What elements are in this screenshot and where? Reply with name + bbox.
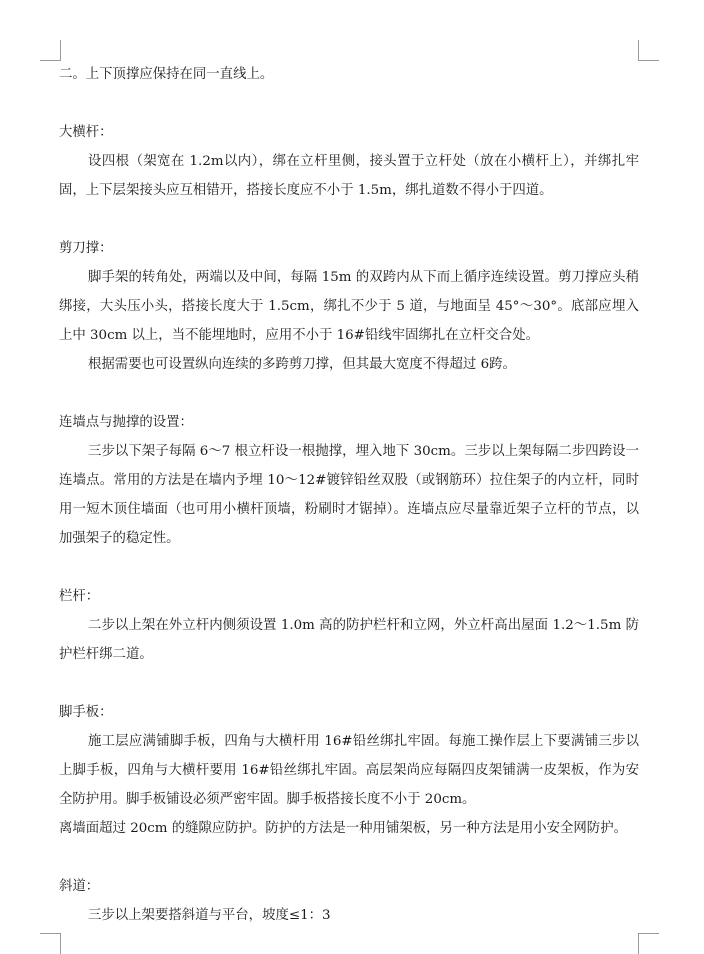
section-heading-wall-ties: 连墙点与抛撑的设置：: [59, 415, 193, 430]
crop-mark-bottom-right: [638, 933, 659, 954]
document-body[interactable]: [59, 60, 639, 930]
paragraph: 根据需要也可设置纵向连续的多跨剪刀撑，但其最大宽度不得超过 6跨。: [88, 357, 516, 372]
section-heading-horizontal-bar: 大横杆：: [59, 125, 113, 140]
paragraph: 施工层应满铺脚手板，四角与大横杆用 16#铅丝绑扎牢固。每施工操作层上下要满铺三步以上脚手板，四角与大横杆要用 16#铅丝绑扎牢固。高层架尚应每隔四皮架铺满一皮架板，作为安全防护用。脚手板铺设必须严密牢固。脚手板搭接长度不小于 20cm。: [59, 734, 639, 807]
intro-line: 二。上下顶撑应保持在同一直线上。: [59, 67, 274, 82]
paragraph: 脚手架的转角处，两端以及中间，每隔 15m 的双跨内从下而上循序连续设置。剪刀撑应头稍绑接，大头压小头，搭接长度大于 1.5cm，绑扎不少于 5 道，与地面呈 45°～30°。底部应埋入上中 30cm 以上，当不能埋地时，应用不小于 16#铅线牢固绑扎在立杆交合处。: [59, 270, 639, 343]
crop-mark-bottom-left: [40, 933, 61, 954]
section-heading-railing: 栏杆：: [59, 589, 100, 604]
paragraph: 离墙面超过 20cm 的缝隙应防护。防护的方法是一种用铺架板，另一种方法是用小安全网防护。: [59, 821, 627, 836]
section-heading-ramp: 斜道：: [59, 879, 100, 894]
paragraph: 三步以上架要搭斜道与平台，坡度≤1：3: [88, 908, 331, 923]
section-heading-cross-brace: 剪刀撑：: [59, 241, 113, 256]
paragraph: 设四根（架宽在 1.2m以内），绑在立杆里侧，接头置于立杆处（放在小横杆上），并绑扎牢固，上下层架接头应互相错开，搭接长度应不小于 1.5m，绑扎道数不得小于四道。: [59, 154, 639, 198]
crop-mark-top-right: [638, 40, 659, 61]
paragraph: 二步以上架在外立杆内侧须设置 1.0m 高的防护栏杆和立网，外立杆高出屋面 1.2～1.5m 防护栏杆绑二道。: [59, 618, 639, 662]
paragraph: 三步以下架子每隔 6～7 根立杆设一根抛撑，埋入地下 30cm。三步以上架每隔二步四跨设一连墙点。常用的方法是在墙内予埋 10～12#镀锌铅丝双股（或钢筋环）拉住架子的内立杆，同时用一短木顶住墙面（也可用小横杆顶墙，粉刷时才锯掉）。连墙点应尽量靠近架子立杆的节点，以加强架子的稳定性。: [59, 444, 639, 546]
crop-mark-top-left: [40, 40, 61, 61]
section-heading-scaffold-board: 脚手板：: [59, 705, 113, 720]
